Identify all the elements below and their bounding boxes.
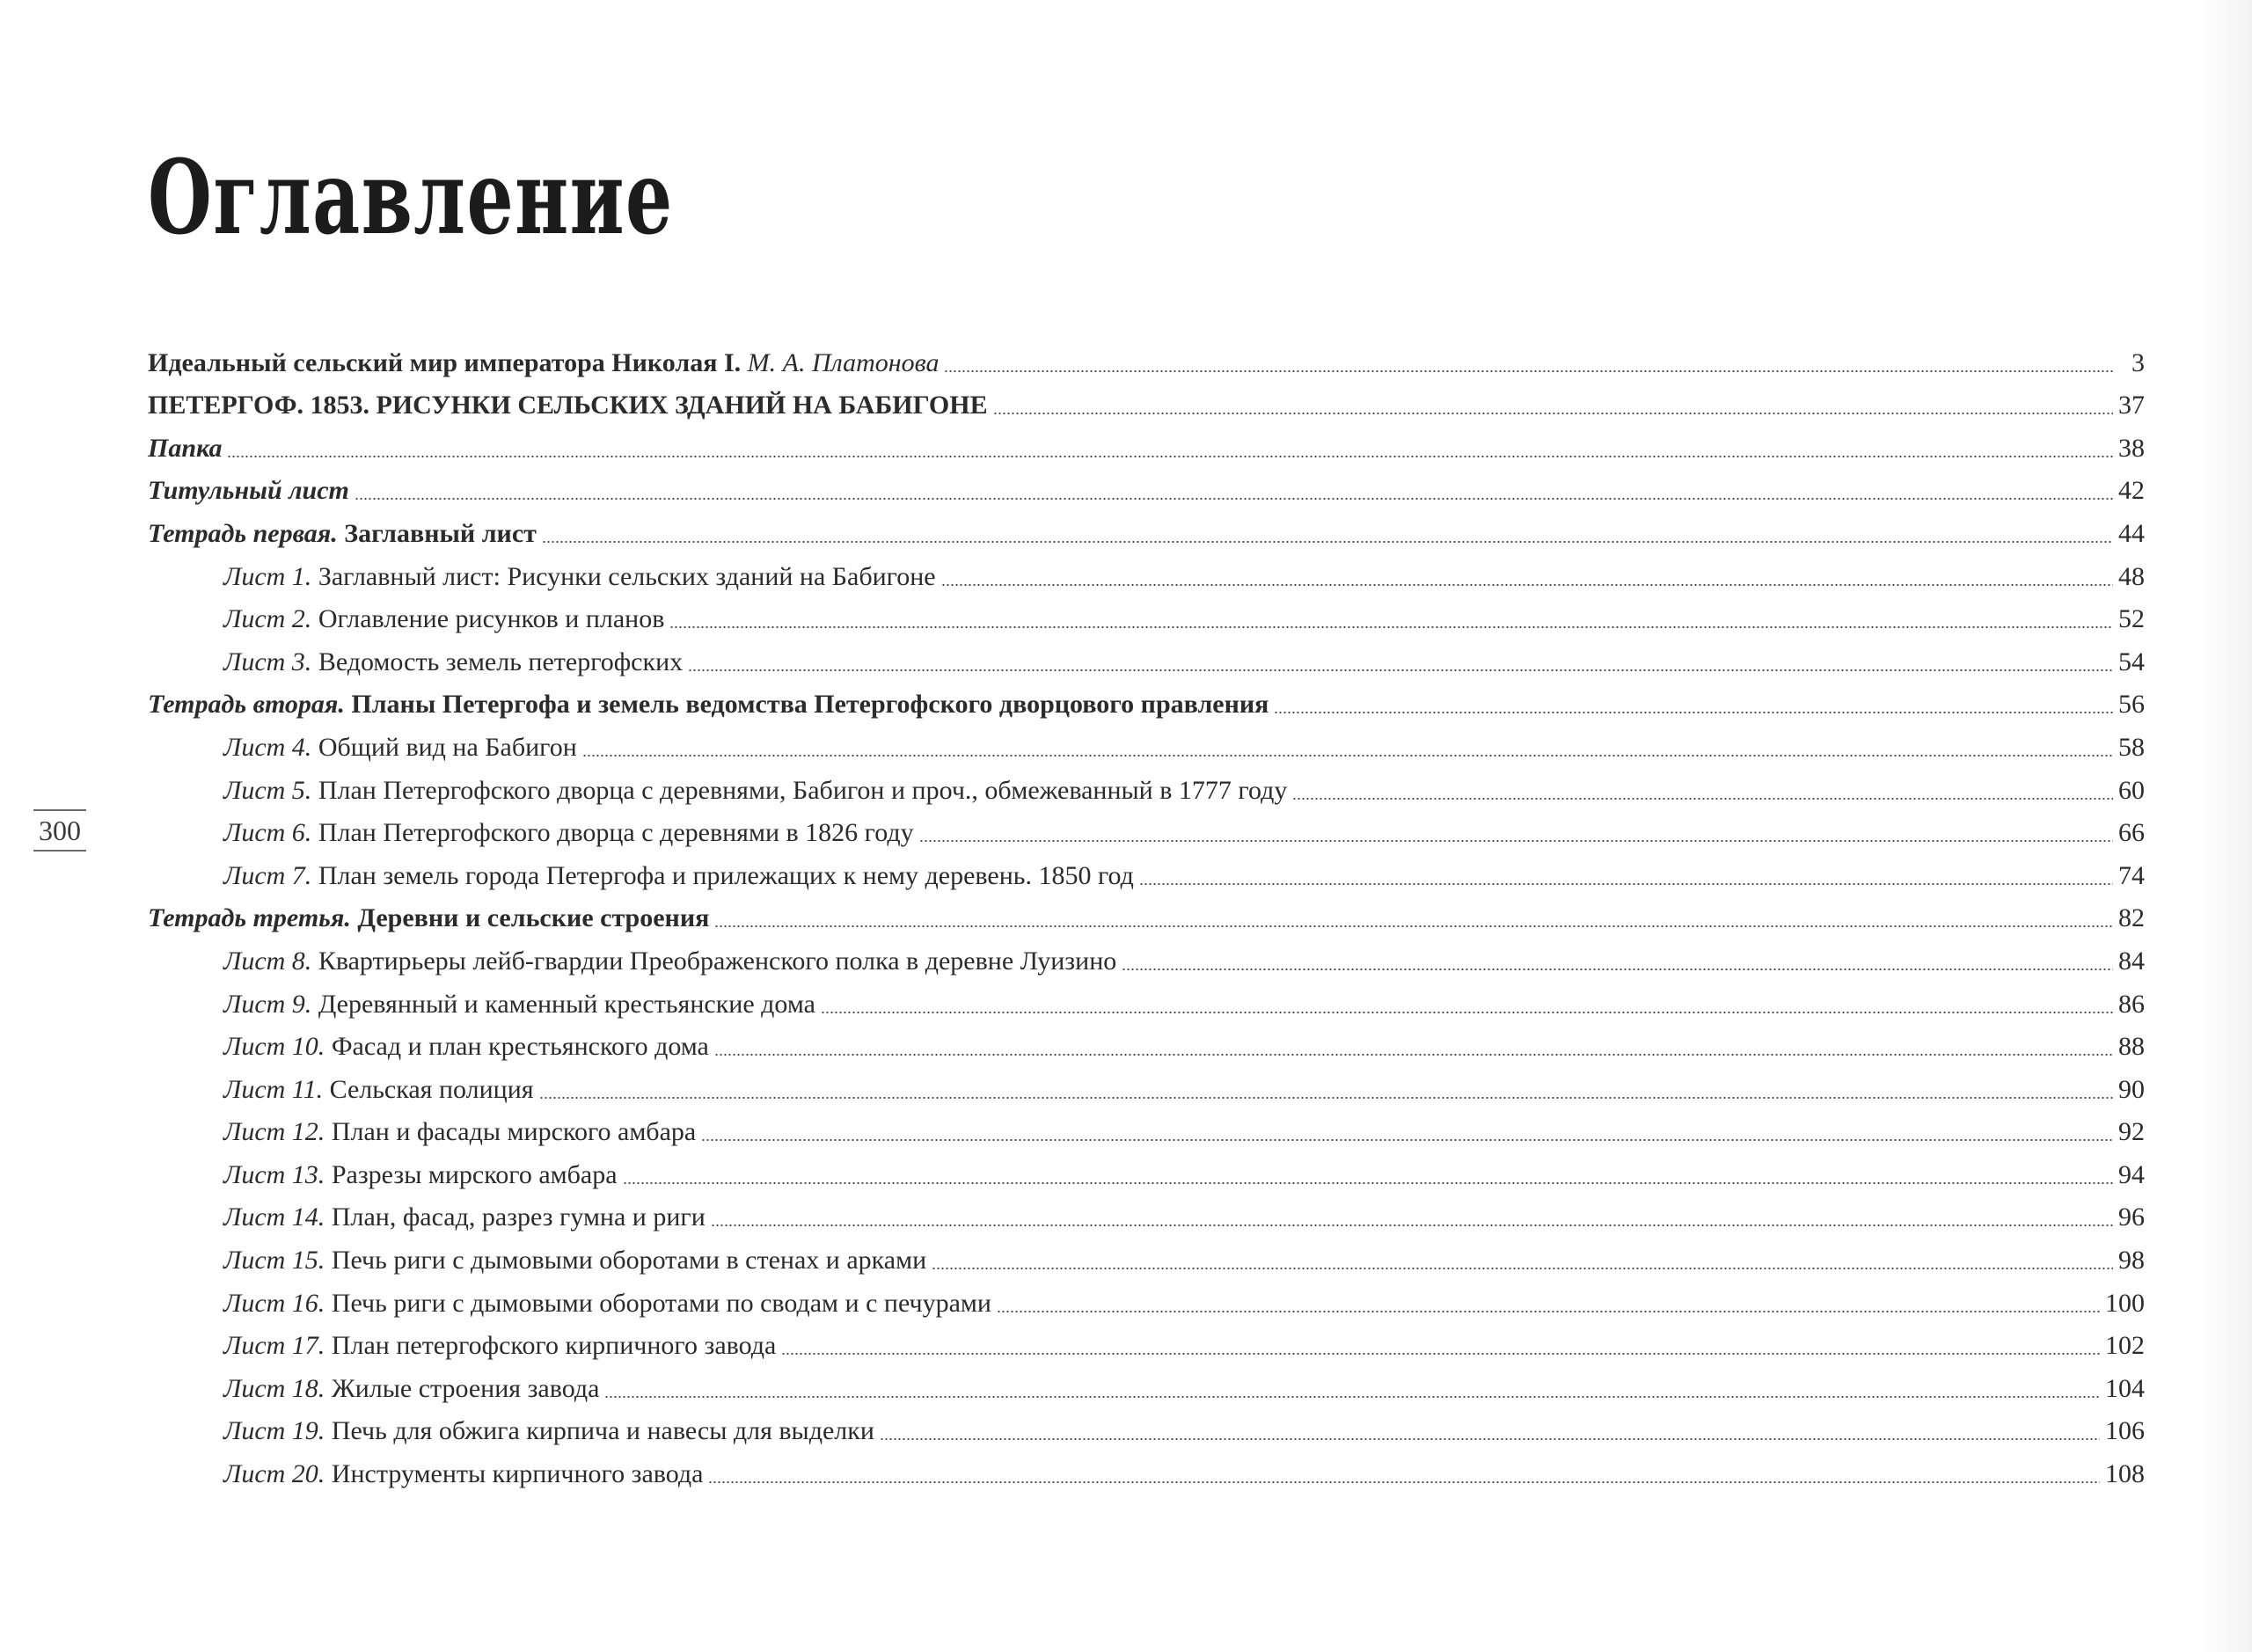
toc-entry[interactable] (148, 979, 2145, 1022)
toc-entry-title (223, 1200, 706, 1235)
toc-entry-label: Лист 4. (223, 732, 312, 762)
toc-page-number: 84 (2118, 946, 2145, 976)
toc-entry[interactable] (148, 466, 2145, 509)
dot-leader (542, 541, 2113, 543)
toc-entry[interactable] (148, 1193, 2145, 1236)
dot-leader (781, 1353, 2100, 1355)
toc-entry-title (223, 773, 1287, 808)
dot-leader (714, 1054, 2113, 1056)
dot-leader (1122, 969, 2113, 970)
dot-leader (1274, 712, 2113, 713)
toc-entry[interactable] (148, 1449, 2145, 1492)
toc-entry-text: ПЕТЕРГОФ. 1853. РИСУНКИ СЕЛЬСКИХ ЗДАНИЙ НА БАБИГОНЕ (148, 391, 988, 420)
dot-leader (582, 755, 2113, 757)
toc-entry-label: Лист 16. (223, 1288, 325, 1318)
toc-page-number: 100 (2105, 1288, 2145, 1318)
toc-entry[interactable] (148, 765, 2145, 808)
toc-entry-text: План, фасад, разрез гумна и риги (331, 1202, 706, 1232)
toc-page-number: 56 (2118, 690, 2145, 720)
toc-entry[interactable] (148, 1022, 2145, 1065)
dot-leader (355, 498, 2113, 500)
page-title: Оглавление (148, 138, 674, 258)
toc-entry[interactable] (148, 1235, 2145, 1278)
toc-entry-text: Печь риги с дымовыми оборотами по сводам и с печурами (331, 1288, 991, 1318)
toc-entry-label: Лист 17. (223, 1331, 325, 1361)
dot-leader (821, 1012, 2113, 1013)
dot-leader (711, 1224, 2113, 1226)
toc-entry-label: Лист 5. (223, 775, 312, 805)
toc-entry-text: Разрезы мирского амбара (331, 1159, 618, 1189)
toc-entry[interactable] (148, 1407, 2145, 1450)
toc-entry-label: Лист 20. (223, 1459, 325, 1489)
toc-entry-text: Планы Петергофа и земель ведомства Петергофского дворцового правления (351, 690, 1269, 720)
toc-entry[interactable] (148, 637, 2145, 680)
toc-entry[interactable] (148, 508, 2145, 552)
toc-entry-label: Лист 9. (223, 989, 312, 1019)
toc-page-number: 98 (2118, 1246, 2145, 1276)
toc-page-number: 42 (2118, 476, 2145, 506)
toc-entry-text: Сельская полиция (329, 1074, 534, 1104)
toc-entry[interactable] (148, 1150, 2145, 1193)
toc-entry[interactable] (148, 808, 2145, 852)
toc-entry-title (223, 1029, 709, 1064)
toc-entry-title (148, 516, 537, 552)
toc-entry-title (223, 815, 914, 851)
toc-entry-text: Фасад и план крестьянского дома (331, 1032, 709, 1062)
toc-entry-title (148, 346, 939, 381)
toc-entry-title (223, 1457, 703, 1492)
toc-entry[interactable] (148, 1363, 2145, 1407)
toc-entry-title (223, 1158, 618, 1193)
toc-entry-label: Лист 8. (223, 946, 312, 976)
toc-entry-title (148, 431, 222, 466)
toc-page-number: 102 (2105, 1331, 2145, 1361)
toc-entry[interactable] (148, 851, 2145, 894)
dot-leader (944, 370, 2115, 372)
toc-entry-text: План петергофского кирпичного завода (331, 1331, 777, 1361)
toc-entry[interactable] (148, 1278, 2145, 1321)
toc-entry[interactable] (148, 680, 2145, 723)
toc-entry-title (223, 1371, 599, 1407)
toc-page-number: 82 (2118, 903, 2145, 933)
toc-entry-label: Лист 14. (223, 1202, 325, 1232)
toc-page-number: 108 (2105, 1459, 2145, 1489)
toc-entry-label: Лист 2. (223, 604, 312, 634)
dot-leader (604, 1396, 2100, 1398)
toc-entry-text: Ведомость земель петергофских (318, 647, 684, 676)
toc-entry-text: План и фасады мирского амбара (331, 1117, 697, 1147)
dot-leader (623, 1182, 2113, 1184)
toc-entry-label: Лист 19. (223, 1416, 325, 1446)
toc-page-number: 54 (2118, 647, 2145, 676)
toc-entry-label: Лист 1. (223, 561, 312, 591)
toc-entry[interactable] (148, 894, 2145, 937)
toc-entry-title (223, 730, 577, 765)
dot-leader (701, 1139, 2113, 1141)
toc-page-number: 48 (2118, 561, 2145, 591)
toc-entry-label: Лист 11. (223, 1074, 324, 1104)
toc-entry-title (223, 1243, 926, 1278)
toc-entry-title (223, 1328, 776, 1363)
toc-page-number: 52 (2118, 604, 2145, 634)
toc-entry-label: Лист 3. (223, 647, 312, 676)
page-edge-shadow (2199, 0, 2252, 1652)
toc-entry-text: Заглавный лист: Рисунки сельских зданий на Бабигоне (318, 561, 936, 591)
toc-entry-text: План Петергофского дворца с деревнями в 1826 году (318, 818, 914, 848)
toc-page-number: 90 (2118, 1074, 2145, 1104)
toc-entry-text: Инструменты кирпичного завода (331, 1459, 704, 1489)
toc-entry-label: Лист 18. (223, 1373, 325, 1403)
toc-entry-text: Оглавление рисунков и планов (318, 604, 665, 634)
toc-entry-text: Деревянный и каменный крестьянские дома (318, 989, 815, 1019)
toc-page-number: 38 (2118, 433, 2145, 463)
toc-page-number: 44 (2118, 518, 2145, 548)
toc-entry-label: Папка (148, 433, 223, 463)
toc-entry-title (223, 987, 815, 1022)
dot-leader (1139, 883, 2113, 885)
dot-leader (688, 669, 2113, 671)
toc-entry-title (148, 388, 988, 423)
dot-leader (227, 456, 2113, 457)
toc-page-number: 104 (2105, 1373, 2145, 1403)
toc-entry-text: Печь риги с дымовыми оборотами в стенах и арками (331, 1246, 927, 1276)
toc-entry[interactable] (148, 423, 2145, 466)
toc-page-number: 96 (2118, 1202, 2145, 1232)
dot-leader (539, 1097, 2113, 1099)
dot-leader (669, 626, 2113, 628)
toc-entry-title (223, 559, 936, 595)
toc-entry-text: План земель города Петергофа и прилежащих к нему деревень. 1850 год (318, 860, 1134, 890)
dot-leader (714, 925, 2113, 927)
toc-entry-text: Заглавный лист (344, 518, 537, 548)
toc-entry-label: Идеальный сельский мир императора Николая I. (148, 347, 742, 377)
dot-leader (880, 1438, 2100, 1440)
dot-leader (997, 1311, 2100, 1312)
page-number-folio: 300 (33, 809, 86, 852)
toc-entry-label: Тетрадь первая. (148, 518, 338, 548)
toc-entry[interactable] (148, 1321, 2145, 1364)
dot-leader (993, 413, 2113, 414)
toc-entry[interactable] (148, 1107, 2145, 1151)
toc-entry-title (223, 1286, 991, 1321)
toc-entry-label: Лист 15. (223, 1246, 325, 1276)
toc-entry-label: Тетрадь вторая. (148, 690, 345, 720)
toc-entry-author: М. А. Платонова (747, 347, 940, 377)
dot-leader (1292, 798, 2113, 800)
toc-entry[interactable] (148, 552, 2145, 595)
toc-entry-title (148, 473, 349, 508)
toc-entry-text: Деревни и сельские строения (357, 903, 710, 933)
dot-leader (708, 1481, 2100, 1483)
toc-entry-label: Лист 12. (223, 1117, 325, 1147)
toc-entry-label: Лист 6. (223, 818, 312, 848)
toc-entry-title (223, 944, 1116, 979)
toc-entry[interactable] (148, 338, 2145, 381)
toc-page-number: 60 (2118, 775, 2145, 805)
table-of-contents (148, 338, 2145, 1492)
toc-entry-title (148, 687, 1269, 722)
dot-leader (941, 584, 2113, 586)
toc-page-number: 74 (2118, 860, 2145, 890)
toc-entry-label: Лист 7. (223, 860, 312, 890)
toc-entry-title (223, 1115, 696, 1150)
toc-entry-text: Печь для обжига кирпича и навесы для выделки (331, 1416, 874, 1446)
toc-page-number: 106 (2105, 1416, 2145, 1446)
toc-entry-title (223, 859, 1134, 894)
toc-entry[interactable] (148, 595, 2145, 638)
toc-page-number: 94 (2118, 1159, 2145, 1189)
toc-entry-label: Титульный лист (148, 476, 349, 506)
toc-page-number: 66 (2118, 818, 2145, 848)
toc-entry-title (223, 645, 683, 680)
toc-entry-title (223, 602, 664, 637)
toc-entry-title (223, 1072, 534, 1107)
toc-entry-label: Тетрадь третья. (148, 903, 351, 933)
toc-entry-title (148, 901, 709, 936)
toc-page-number: 88 (2118, 1032, 2145, 1062)
toc-entry[interactable] (148, 381, 2145, 424)
toc-entry-text: План Петергофского дворца с деревнями, Бабигон и проч., обмежеванный в 1777 году (318, 775, 1288, 805)
toc-page-number: 86 (2118, 989, 2145, 1019)
toc-entry[interactable] (148, 1064, 2145, 1107)
toc-entry[interactable] (148, 722, 2145, 765)
toc-entry[interactable] (148, 936, 2145, 979)
toc-entry-text: Жилые строения завода (331, 1373, 600, 1403)
toc-entry-title (223, 1414, 874, 1449)
toc-page-number: 92 (2118, 1117, 2145, 1147)
toc-entry-label: Лист 13. (223, 1159, 325, 1189)
toc-entry-label: Лист 10. (223, 1032, 325, 1062)
toc-entry-text: Квартирьеры лейб-гвардии Преображенского полка в деревне Луизино (318, 946, 1117, 976)
toc-page-number: 3 (2131, 347, 2145, 377)
dot-leader (919, 840, 2113, 842)
toc-entry-text: Общий вид на Бабигон (318, 732, 577, 762)
dot-leader (932, 1268, 2113, 1269)
toc-page-number: 37 (2118, 391, 2145, 420)
toc-page-number: 58 (2118, 732, 2145, 762)
